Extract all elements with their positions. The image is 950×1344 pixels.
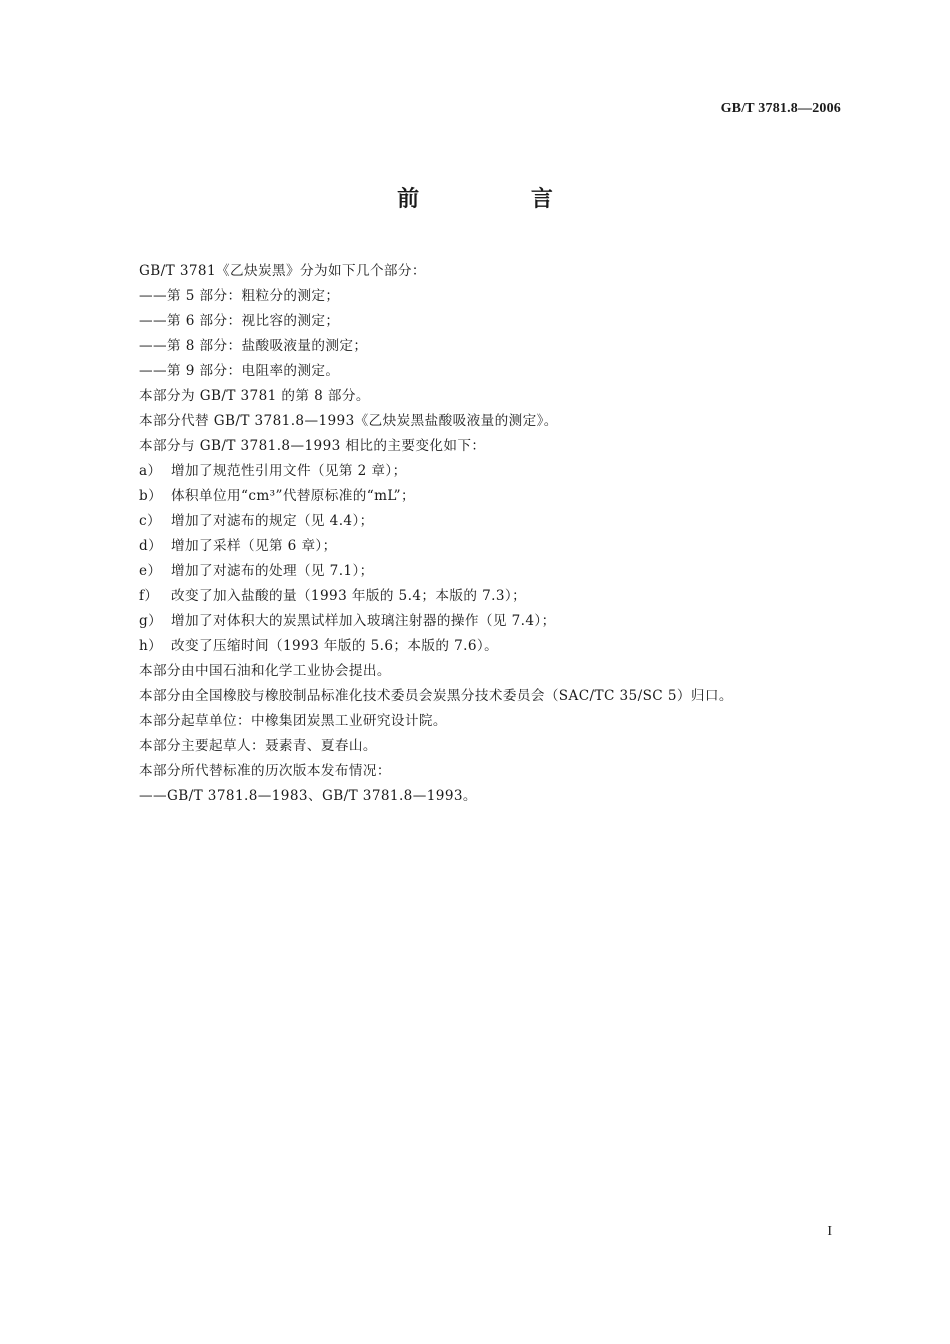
change-text: 体积单位用“cm³”代替原标准的“mL”； (171, 488, 415, 504)
change-label: f） (139, 588, 159, 604)
change-item (139, 487, 839, 512)
change-label: a） (139, 463, 162, 479)
change-item (139, 587, 839, 612)
change-text: 增加了对滤布的规定（见 4.4）； (171, 513, 374, 529)
this-part-statement: 本部分为 GB/T 3781 的第 8 部分。 (139, 388, 370, 404)
change-item (139, 612, 839, 637)
managed-by: 本部分由全国橡胶与橡胶制品标准化技术委员会炭黑分技术委员会（SAC/TC 35/SC 5）归口。 (139, 688, 733, 704)
change-item (139, 462, 839, 487)
change-label: d） (139, 538, 163, 554)
history-list: ——GB/T 3781.8—1983、GB/T 3781.8—1993。 (139, 788, 477, 804)
change-item (139, 537, 839, 562)
foreword-body (139, 262, 839, 812)
page-title: 前 言 (397, 187, 605, 212)
drafters: 本部分主要起草人：聂素青、夏春山。 (139, 738, 377, 754)
change-text: 改变了加入盐酸的量（1993 年版的 5.4；本版的 7.3）； (171, 588, 527, 604)
page-number: I (827, 1224, 832, 1239)
part-item: ——第 5 部分：粗粒分的测定； (139, 288, 340, 304)
change-item (139, 512, 839, 537)
replaces-statement: 本部分代替 GB/T 3781.8—1993《乙炔炭黑盐酸吸液量的测定》。 (139, 413, 558, 429)
change-label: g） (139, 613, 163, 629)
part-item: ——第 8 部分：盐酸吸液量的测定； (139, 338, 368, 354)
drafting-unit: 本部分起草单位：中橡集团炭黑工业研究设计院。 (139, 713, 447, 729)
change-text: 增加了规范性引用文件（见第 2 章）； (171, 463, 407, 479)
change-label: h） (139, 638, 163, 654)
change-text: 增加了对滤布的处理（见 7.1）； (171, 563, 374, 579)
standard-code: GB/T 3781.8—2006 (720, 101, 841, 116)
change-text: 增加了采样（见第 6 章）； (171, 538, 337, 554)
change-label: e） (139, 563, 162, 579)
change-label: c） (139, 513, 162, 529)
changes-intro: 本部分与 GB/T 3781.8—1993 相比的主要变化如下： (139, 438, 486, 454)
proposed-by: 本部分由中国石油和化学工业协会提出。 (139, 663, 391, 679)
change-item (139, 562, 839, 587)
change-text: 改变了压缩时间（1993 年版的 5.6；本版的 7.6）。 (171, 638, 499, 654)
part-item: ——第 6 部分：视比容的测定； (139, 313, 340, 329)
change-text: 增加了对体积大的炭黑试样加入玻璃注射器的操作（见 7.4）； (171, 613, 556, 629)
part-item: ——第 9 部分：电阻率的测定。 (139, 363, 340, 379)
history-intro: 本部分所代替标准的历次版本发布情况： (139, 763, 391, 779)
change-label: b） (139, 488, 163, 504)
intro-line: GB/T 3781《乙炔炭黑》分为如下几个部分： (139, 263, 426, 279)
change-item (139, 637, 839, 662)
